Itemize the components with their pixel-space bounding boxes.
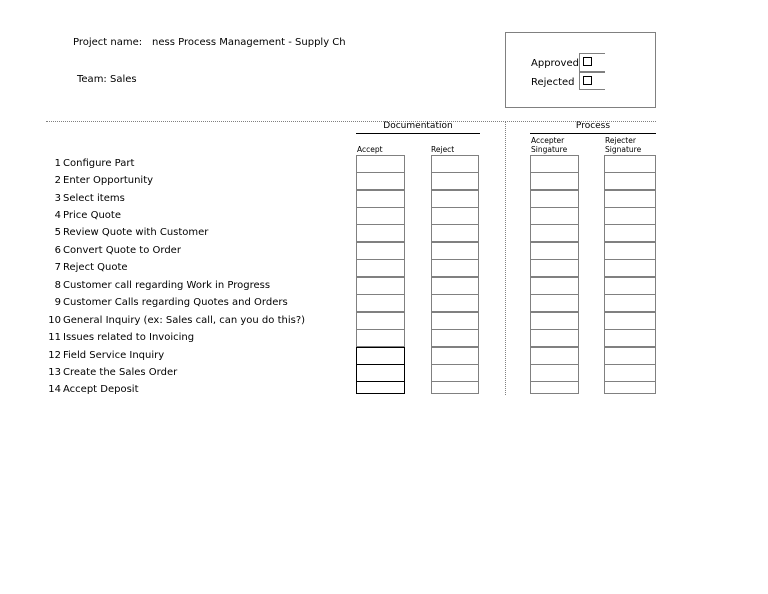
reject-cell[interactable] — [431, 381, 479, 394]
project-name-value: ness Process Management - Supply Ch — [152, 37, 346, 48]
item-number: 10 — [48, 315, 61, 326]
accepter-signature-cell[interactable] — [530, 259, 579, 277]
accepter-signature-cell[interactable] — [530, 224, 579, 242]
accepter-signature-cell[interactable] — [530, 381, 579, 394]
accept-cell[interactable] — [356, 364, 405, 382]
accepter-header-line2: Singature — [531, 145, 568, 154]
accept-cell[interactable] — [356, 294, 405, 312]
rejecter-signature-cell[interactable] — [604, 364, 656, 382]
accepter-signature-cell[interactable] — [530, 294, 579, 312]
rejecter-signature-cell[interactable] — [604, 190, 656, 208]
reject-cell[interactable] — [431, 172, 479, 190]
item-label: Customer call regarding Work in Progress — [63, 280, 271, 291]
reject-cell[interactable] — [431, 329, 479, 347]
item-number: 12 — [48, 350, 61, 361]
accept-cell[interactable] — [356, 242, 405, 260]
item-number: 4 — [54, 210, 61, 221]
accepter-signature-cell[interactable] — [530, 242, 579, 260]
accept-cell[interactable] — [356, 207, 405, 225]
reject-cell[interactable] — [431, 207, 479, 225]
item-number: 8 — [54, 280, 61, 291]
rejecter-signature-cell[interactable] — [604, 381, 656, 394]
item-number: 7 — [54, 262, 61, 273]
item-number: 2 — [54, 175, 61, 186]
rejected-checkbox[interactable] — [583, 76, 592, 85]
reject-cell[interactable] — [431, 364, 479, 382]
accept-cell[interactable] — [356, 277, 405, 295]
accepter-signature-cell[interactable] — [530, 329, 579, 347]
accepter-signature-cell[interactable] — [530, 207, 579, 225]
accepter-signature-cell[interactable] — [530, 172, 579, 190]
accept-cell[interactable] — [356, 259, 405, 277]
accepter-signature-cell[interactable] — [530, 347, 579, 365]
rejected-label: Rejected — [531, 77, 575, 88]
rejecter-signature-cell[interactable] — [604, 155, 656, 173]
accepter-signature-cell[interactable] — [530, 312, 579, 330]
reject-cell[interactable] — [431, 242, 479, 260]
rejecter-signature-cell[interactable] — [604, 277, 656, 295]
item-label: Price Quote — [63, 210, 121, 221]
accepter-header-line1: Accepter — [531, 136, 565, 145]
column-divider — [505, 121, 506, 395]
item-number: 13 — [48, 367, 61, 378]
rejecter-header-line1: Rejecter — [605, 136, 636, 145]
accepter-signature-cell[interactable] — [530, 364, 579, 382]
item-label: Create the Sales Order — [63, 367, 178, 378]
process-title: Process — [575, 121, 611, 131]
rejecter-signature-cell[interactable] — [604, 259, 656, 277]
accept-cell[interactable] — [356, 190, 405, 208]
team-label: Team: Sales — [77, 74, 137, 85]
item-number: 3 — [54, 193, 61, 204]
accept-cell[interactable] — [356, 329, 405, 347]
project-name-label: Project name: — [73, 37, 143, 48]
rejecter-signature-cell[interactable] — [604, 294, 656, 312]
reject-cell[interactable] — [431, 347, 479, 365]
item-number: 14 — [48, 384, 61, 395]
documentation-title: Documentation — [383, 121, 453, 131]
reject-header: Reject — [431, 145, 455, 154]
reject-cell[interactable] — [431, 277, 479, 295]
reject-cell[interactable] — [431, 190, 479, 208]
rejecter-signature-cell[interactable] — [604, 207, 656, 225]
item-number: 6 — [54, 245, 61, 256]
accept-cell[interactable] — [356, 224, 405, 242]
accept-header: Accept — [357, 145, 383, 154]
item-label: Customer Calls regarding Quotes and Orders — [63, 297, 288, 308]
accept-cell[interactable] — [356, 155, 405, 173]
rejecter-header-line2: Signature — [605, 145, 642, 154]
item-number: 5 — [54, 227, 61, 238]
accepter-signature-cell[interactable] — [530, 190, 579, 208]
accept-cell[interactable] — [356, 381, 405, 394]
item-label: Review Quote with Customer — [63, 227, 209, 238]
rejecter-signature-cell[interactable] — [604, 242, 656, 260]
rejecter-signature-cell[interactable] — [604, 312, 656, 330]
item-label: Configure Part — [63, 158, 135, 169]
rejecter-signature-cell[interactable] — [604, 172, 656, 190]
item-label: Issues related to Invoicing — [63, 332, 195, 343]
accept-cell[interactable] — [356, 172, 405, 190]
accepter-signature-cell[interactable] — [530, 277, 579, 295]
item-number: 11 — [48, 332, 61, 343]
item-label: General Inquiry (ex: Sales call, can you do this?) — [63, 315, 306, 326]
rejecter-signature-cell[interactable] — [604, 347, 656, 365]
rejecter-signature-cell[interactable] — [604, 329, 656, 347]
approved-checkbox[interactable] — [583, 57, 592, 66]
reject-cell[interactable] — [431, 294, 479, 312]
reject-cell[interactable] — [431, 224, 479, 242]
rejecter-signature-cell[interactable] — [604, 224, 656, 242]
reject-cell[interactable] — [431, 155, 479, 173]
item-label: Reject Quote — [63, 262, 128, 273]
accepter-signature-cell[interactable] — [530, 155, 579, 173]
reject-cell[interactable] — [431, 259, 479, 277]
item-label: Accept Deposit — [63, 384, 139, 395]
accept-cell[interactable] — [356, 312, 405, 330]
approved-label: Approved — [531, 58, 579, 69]
item-label: Select items — [63, 193, 125, 204]
item-label: Convert Quote to Order — [63, 245, 181, 256]
reject-cell[interactable] — [431, 312, 479, 330]
documentation-underline — [356, 133, 480, 134]
item-number: 1 — [54, 158, 61, 169]
accept-cell[interactable] — [356, 347, 405, 365]
item-label: Field Service Inquiry — [63, 350, 165, 361]
process-underline — [530, 133, 656, 134]
item-number: 9 — [54, 297, 61, 308]
item-label: Enter Opportunity — [63, 175, 154, 186]
